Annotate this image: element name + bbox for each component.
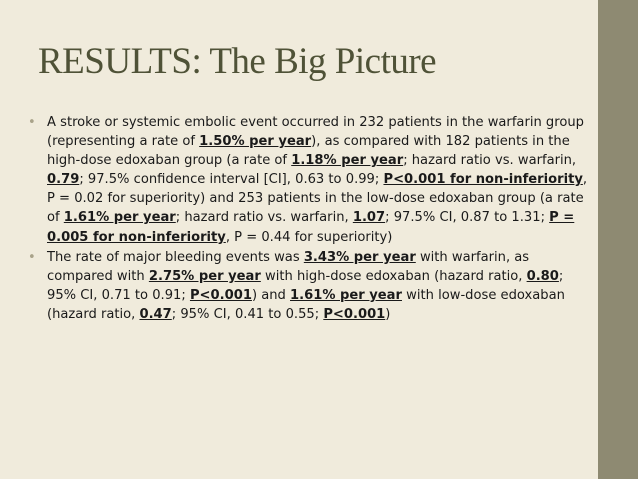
emphasized-text: 1.18% per year: [291, 153, 404, 169]
text-run: , P = 0.02 for superiority) and 253 patients in the low-dose edoxaban group (a rate of: [47, 172, 588, 226]
text-run: ; hazard ratio vs. warfarin,: [403, 153, 577, 169]
bullet-dot-icon: •: [28, 249, 36, 265]
text-run: with high-dose edoxaban (hazard ratio,: [260, 268, 527, 284]
text-run: ; 97.5% confidence interval [CI], 0.63 to 0.99;: [79, 172, 384, 188]
text-run: with warfarin, as compared with: [47, 249, 530, 284]
text-run: ; 95% CI, 0.41 to 0.55;: [171, 306, 324, 322]
text-run: ): [385, 306, 391, 322]
bullet-item-2: [28, 248, 588, 324]
emphasized-text: 1.61% per year: [63, 210, 176, 226]
emphasized-text: 3.43% per year: [303, 249, 416, 265]
text-run: ) and: [251, 287, 291, 303]
text-run: ; hazard ratio vs. warfarin,: [175, 210, 353, 226]
emphasized-text: P<0.001 for non-inferiority: [383, 172, 583, 188]
text-run: , P = 0.44 for superiority): [225, 229, 393, 245]
slide-title: RESULTS: The Big Picture: [38, 41, 437, 82]
emphasized-text: P = 0.005 for non-inferiority: [47, 210, 575, 245]
bullet-item-1: [28, 113, 588, 247]
bullet-text: [47, 250, 565, 322]
bullet-text: [47, 115, 587, 245]
text-run: ; 95% CI, 0.71 to 0.91;: [47, 268, 564, 303]
emphasized-text: 1.61% per year: [290, 287, 402, 303]
text-run: ; 97.5% CI, 0.87 to 1.31;: [385, 210, 550, 226]
emphasized-text: 0.80: [526, 268, 559, 284]
emphasized-text: 0.47: [139, 306, 172, 322]
emphasized-text: 0.79: [47, 172, 80, 188]
emphasized-text: 1.50% per year: [199, 134, 312, 150]
text-run: with low-dose edoxaban (hazard ratio,: [47, 287, 565, 322]
text-run: A stroke or systemic embolic event occurred in 232 patients in the warfarin group (representing a rate of: [47, 115, 584, 150]
emphasized-text: 1.07: [352, 210, 386, 226]
emphasized-text: P<0.001: [189, 287, 252, 303]
emphasized-text: P<0.001: [323, 306, 386, 322]
bullet-list: [28, 113, 588, 325]
side-accent-bar: [598, 0, 638, 479]
text-run: The rate of major bleeding events was: [47, 249, 304, 265]
bullet-dot-icon: •: [28, 115, 36, 130]
emphasized-text: 2.75% per year: [148, 268, 261, 284]
text-run: ), as compared with 182 patients in the high-dose edoxaban group (a rate of: [47, 134, 570, 169]
